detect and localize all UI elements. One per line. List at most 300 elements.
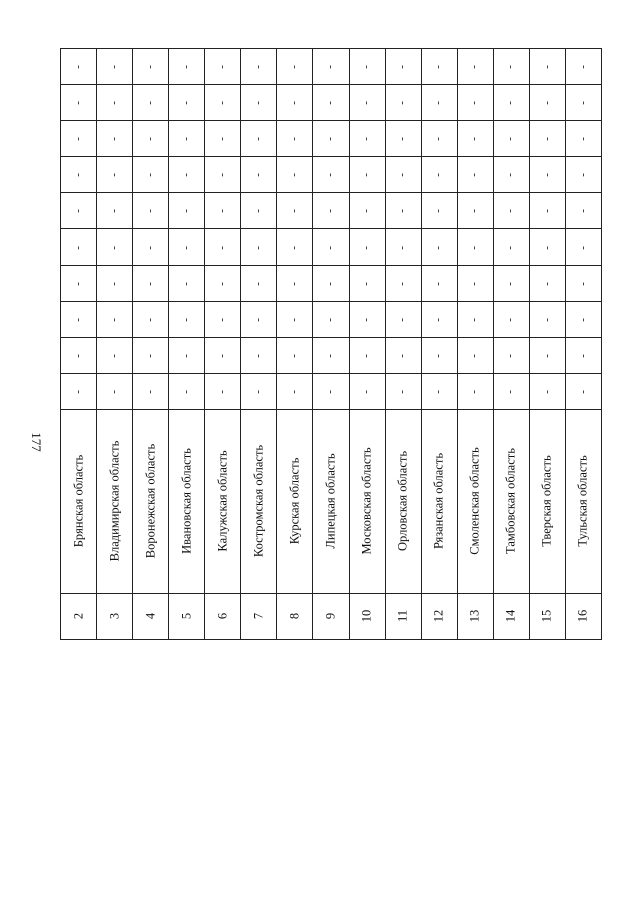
dash-value: -: [144, 173, 157, 178]
dash-value: -: [397, 101, 410, 105]
value-cell: [457, 193, 493, 229]
dash-value: -: [180, 390, 193, 394]
value-cell: [313, 85, 349, 121]
dash-value: -: [361, 317, 374, 322]
value-cell: [313, 265, 349, 301]
region-name: Калужская область: [215, 450, 230, 553]
row-number-cell: [421, 593, 457, 639]
row-number: 13: [467, 610, 482, 623]
value-cell: [313, 373, 349, 409]
dash-value: -: [108, 65, 121, 69]
value-cell: [349, 265, 385, 301]
value-row: [61, 229, 602, 265]
region-name: Курская область: [287, 458, 302, 545]
dash-value: -: [252, 390, 265, 394]
dash-value: -: [505, 353, 518, 358]
dash-value: -: [577, 173, 590, 178]
dash-value: -: [72, 101, 85, 105]
dash-value: -: [397, 209, 410, 214]
value-cell: [565, 265, 601, 301]
value-cell: [349, 157, 385, 193]
value-cell: [421, 229, 457, 265]
dash-value: -: [108, 209, 121, 214]
value-cell: [133, 301, 169, 337]
value-cell: [421, 265, 457, 301]
value-cell: [457, 121, 493, 157]
dash-value: -: [288, 137, 301, 142]
row-number-cell: [493, 593, 529, 639]
region-cell: [385, 409, 421, 593]
value-row: [61, 301, 602, 337]
value-cell: [97, 121, 133, 157]
row-number: 7: [251, 613, 266, 620]
value-cell: [529, 265, 565, 301]
dash-value: -: [108, 317, 121, 322]
dash-value: -: [505, 245, 518, 250]
value-cell: [205, 193, 241, 229]
value-cell: [241, 49, 277, 85]
dash-value: -: [433, 317, 446, 322]
dash-value: -: [433, 101, 446, 105]
value-cell: [205, 229, 241, 265]
dash-value: -: [397, 65, 410, 69]
value-cell: [529, 337, 565, 373]
dash-value: -: [180, 173, 193, 178]
value-cell: [61, 337, 97, 373]
value-cell: [349, 301, 385, 337]
row-number: 2: [71, 613, 86, 620]
row-number-cell: [565, 593, 601, 639]
region-cell: [421, 409, 457, 593]
region-name: Рязанская область: [431, 453, 446, 550]
dash-value: -: [252, 317, 265, 322]
region-cell: [97, 409, 133, 593]
value-cell: [97, 337, 133, 373]
row-number-cell: [277, 593, 313, 639]
value-cell: [241, 373, 277, 409]
dash-value: -: [505, 137, 518, 142]
value-cell: [133, 337, 169, 373]
value-cell: [97, 157, 133, 193]
dash-value: -: [397, 173, 410, 178]
dash-value: -: [577, 317, 590, 322]
value-cell: [169, 85, 205, 121]
value-cell: [133, 157, 169, 193]
value-cell: [277, 85, 313, 121]
dash-value: -: [180, 209, 193, 214]
value-cell: [493, 49, 529, 85]
dash-value: -: [252, 173, 265, 178]
dash-value: -: [324, 137, 337, 142]
dash-value: -: [324, 390, 337, 394]
row-number: 9: [323, 613, 338, 620]
region-row: [61, 409, 602, 593]
row-number-cell: [313, 593, 349, 639]
dash-value: -: [397, 137, 410, 142]
value-cell: [205, 301, 241, 337]
region-cell: [133, 409, 169, 593]
value-cell: [529, 301, 565, 337]
row-number-cell: [349, 593, 385, 639]
value-cell: [205, 85, 241, 121]
value-cell: [385, 337, 421, 373]
dash-value: -: [577, 101, 590, 105]
value-cell: [457, 49, 493, 85]
dash-value: -: [108, 353, 121, 358]
dash-value: -: [216, 137, 229, 142]
dash-value: -: [324, 353, 337, 358]
dash-value: -: [252, 353, 265, 358]
value-cell: [169, 229, 205, 265]
value-cell: [313, 193, 349, 229]
value-cell: [529, 373, 565, 409]
value-cell: [457, 85, 493, 121]
region-name: Тверская область: [539, 455, 554, 548]
value-cell: [169, 157, 205, 193]
value-cell: [97, 229, 133, 265]
value-cell: [205, 337, 241, 373]
value-cell: [133, 85, 169, 121]
dash-value: -: [108, 173, 121, 178]
dash-value: -: [72, 65, 85, 69]
region-cell: [277, 409, 313, 593]
value-row: [61, 85, 602, 121]
value-cell: [133, 373, 169, 409]
value-row: [61, 337, 602, 373]
dash-value: -: [577, 281, 590, 286]
value-cell: [349, 49, 385, 85]
dash-value: -: [72, 317, 85, 322]
dash-value: -: [541, 245, 554, 250]
page-number: 177: [29, 432, 44, 452]
row-number-cell: [205, 593, 241, 639]
value-row: [61, 373, 602, 409]
regions-table: [60, 48, 602, 640]
value-cell: [97, 265, 133, 301]
value-cell: [457, 265, 493, 301]
dash-value: -: [541, 137, 554, 142]
value-cell: [349, 85, 385, 121]
row-number: 12: [431, 610, 446, 623]
value-cell: [565, 49, 601, 85]
value-cell: [61, 301, 97, 337]
value-cell: [277, 265, 313, 301]
dash-value: -: [324, 245, 337, 250]
value-cell: [61, 265, 97, 301]
dash-value: -: [541, 101, 554, 105]
value-cell: [61, 193, 97, 229]
dash-value: -: [216, 173, 229, 178]
value-cell: [61, 373, 97, 409]
value-row: [61, 265, 602, 301]
value-cell: [313, 49, 349, 85]
value-cell: [169, 121, 205, 157]
dash-value: -: [361, 65, 374, 69]
value-cell: [313, 121, 349, 157]
value-cell: [277, 193, 313, 229]
value-cell: [241, 265, 277, 301]
dash-value: -: [216, 353, 229, 358]
dash-value: -: [541, 317, 554, 322]
row-number-cell: [133, 593, 169, 639]
region-cell: [565, 409, 601, 593]
value-cell: [169, 373, 205, 409]
dash-value: -: [361, 353, 374, 358]
value-cell: [385, 229, 421, 265]
value-cell: [565, 193, 601, 229]
region-cell: [457, 409, 493, 593]
value-row: [61, 157, 602, 193]
dash-value: -: [288, 281, 301, 286]
dash-value: -: [433, 137, 446, 142]
dash-value: -: [216, 281, 229, 286]
value-row: [61, 121, 602, 157]
row-number-cell: [97, 593, 133, 639]
value-cell: [133, 121, 169, 157]
dash-value: -: [72, 173, 85, 178]
value-cell: [421, 373, 457, 409]
dash-value: -: [252, 245, 265, 250]
dash-value: -: [433, 353, 446, 358]
dash-value: -: [361, 281, 374, 286]
value-cell: [277, 157, 313, 193]
value-cell: [277, 373, 313, 409]
dash-value: -: [144, 390, 157, 394]
value-cell: [565, 229, 601, 265]
value-cell: [529, 157, 565, 193]
value-cell: [493, 373, 529, 409]
dash-value: -: [108, 245, 121, 250]
value-cell: [385, 373, 421, 409]
value-cell: [421, 193, 457, 229]
region-cell: [493, 409, 529, 593]
dash-value: -: [144, 245, 157, 250]
value-cell: [313, 157, 349, 193]
value-cell: [97, 373, 133, 409]
dash-value: -: [433, 209, 446, 214]
dash-value: -: [252, 281, 265, 286]
row-number-cell: [385, 593, 421, 639]
region-name: Воронежская область: [143, 444, 158, 559]
value-cell: [277, 229, 313, 265]
dash-value: -: [505, 101, 518, 105]
dash-value: -: [397, 281, 410, 286]
dash-value: -: [577, 209, 590, 214]
value-cell: [529, 85, 565, 121]
value-cell: [565, 337, 601, 373]
dash-value: -: [108, 281, 121, 286]
dash-value: -: [469, 209, 482, 214]
dash-value: -: [433, 65, 446, 69]
dash-value: -: [505, 390, 518, 394]
value-cell: [385, 157, 421, 193]
dash-value: -: [216, 317, 229, 322]
dash-value: -: [324, 209, 337, 214]
dash-value: -: [541, 281, 554, 286]
dash-value: -: [433, 173, 446, 178]
value-cell: [169, 337, 205, 373]
dash-value: -: [505, 281, 518, 286]
value-row: [61, 49, 602, 85]
dash-value: -: [108, 137, 121, 142]
dash-value: -: [324, 65, 337, 69]
value-cell: [565, 121, 601, 157]
row-number-cell: [169, 593, 205, 639]
dash-value: -: [180, 353, 193, 358]
dash-value: -: [469, 65, 482, 69]
value-cell: [313, 337, 349, 373]
value-cell: [61, 85, 97, 121]
value-cell: [277, 301, 313, 337]
dash-value: -: [505, 317, 518, 322]
value-cell: [457, 373, 493, 409]
value-cell: [241, 229, 277, 265]
dash-value: -: [180, 281, 193, 286]
dash-value: -: [72, 281, 85, 286]
value-cell: [241, 121, 277, 157]
value-cell: [565, 85, 601, 121]
dash-value: -: [361, 101, 374, 105]
dash-value: -: [252, 209, 265, 214]
row-number: 10: [359, 610, 374, 623]
dash-value: -: [361, 137, 374, 142]
value-cell: [421, 49, 457, 85]
value-cell: [169, 49, 205, 85]
row-number-cell: [241, 593, 277, 639]
value-cell: [349, 193, 385, 229]
row-number: 14: [503, 610, 518, 623]
dash-value: -: [288, 65, 301, 69]
value-cell: [529, 121, 565, 157]
value-cell: [493, 193, 529, 229]
value-cell: [493, 229, 529, 265]
row-number: 3: [107, 613, 122, 620]
value-cell: [349, 121, 385, 157]
dash-value: -: [469, 137, 482, 142]
value-cell: [421, 121, 457, 157]
value-cell: [385, 265, 421, 301]
value-cell: [565, 157, 601, 193]
value-cell: [61, 49, 97, 85]
region-cell: [61, 409, 97, 593]
dash-value: -: [469, 101, 482, 105]
value-cell: [493, 337, 529, 373]
dash-value: -: [361, 209, 374, 214]
dash-value: -: [577, 65, 590, 69]
row-number: 11: [395, 610, 410, 623]
value-cell: [385, 301, 421, 337]
dash-value: -: [144, 281, 157, 286]
dash-value: -: [577, 390, 590, 394]
region-cell: [241, 409, 277, 593]
dash-value: -: [216, 101, 229, 105]
value-cell: [241, 193, 277, 229]
value-cell: [349, 337, 385, 373]
region-name: Брянская область: [71, 455, 86, 548]
dash-value: -: [577, 137, 590, 142]
dash-value: -: [252, 101, 265, 105]
value-cell: [529, 229, 565, 265]
region-name: Тульская область: [575, 455, 590, 548]
region-name: Липецкая область: [323, 453, 338, 550]
region-cell: [529, 409, 565, 593]
dash-value: -: [505, 65, 518, 69]
region-name: Ивановская область: [179, 448, 194, 555]
dash-value: -: [397, 353, 410, 358]
value-cell: [97, 193, 133, 229]
dash-value: -: [288, 353, 301, 358]
dash-value: -: [72, 137, 85, 142]
value-cell: [169, 193, 205, 229]
dash-value: -: [397, 317, 410, 322]
dash-value: -: [108, 101, 121, 105]
value-cell: [493, 157, 529, 193]
value-cell: [133, 193, 169, 229]
value-cell: [385, 121, 421, 157]
dash-value: -: [180, 65, 193, 69]
dash-value: -: [144, 101, 157, 105]
dash-value: -: [72, 209, 85, 214]
dash-value: -: [577, 245, 590, 250]
table-body: [61, 49, 602, 640]
dash-value: -: [541, 209, 554, 214]
region-name: Владимирская область: [107, 441, 122, 562]
dash-value: -: [72, 390, 85, 394]
value-cell: [277, 121, 313, 157]
row-number: 8: [287, 613, 302, 620]
dash-value: -: [216, 245, 229, 250]
value-cell: [97, 301, 133, 337]
number-row: [61, 593, 602, 639]
dash-value: -: [288, 317, 301, 322]
dash-value: -: [433, 281, 446, 286]
value-cell: [241, 157, 277, 193]
dash-value: -: [288, 209, 301, 214]
region-name: Костромская область: [251, 445, 266, 558]
dash-value: -: [216, 209, 229, 214]
value-cell: [205, 265, 241, 301]
value-cell: [277, 337, 313, 373]
row-number: 4: [143, 613, 158, 620]
dash-value: -: [216, 65, 229, 69]
dash-value: -: [144, 209, 157, 214]
dash-value: -: [397, 245, 410, 250]
dash-value: -: [397, 390, 410, 394]
value-cell: [313, 301, 349, 337]
row-number: 6: [215, 613, 230, 620]
dash-value: -: [72, 245, 85, 250]
value-cell: [385, 193, 421, 229]
row-number: 15: [539, 610, 554, 623]
dash-value: -: [144, 353, 157, 358]
value-cell: [313, 229, 349, 265]
region-cell: [349, 409, 385, 593]
region-name: Тамбовская область: [503, 448, 518, 555]
dash-value: -: [324, 173, 337, 178]
dash-value: -: [505, 209, 518, 214]
value-cell: [169, 265, 205, 301]
value-cell: [457, 301, 493, 337]
row-number: 5: [179, 613, 194, 620]
region-name: Орловская область: [395, 451, 410, 552]
value-cell: [565, 373, 601, 409]
value-cell: [457, 337, 493, 373]
value-cell: [205, 373, 241, 409]
value-row: [61, 193, 602, 229]
value-cell: [349, 373, 385, 409]
value-cell: [565, 301, 601, 337]
region-cell: [205, 409, 241, 593]
